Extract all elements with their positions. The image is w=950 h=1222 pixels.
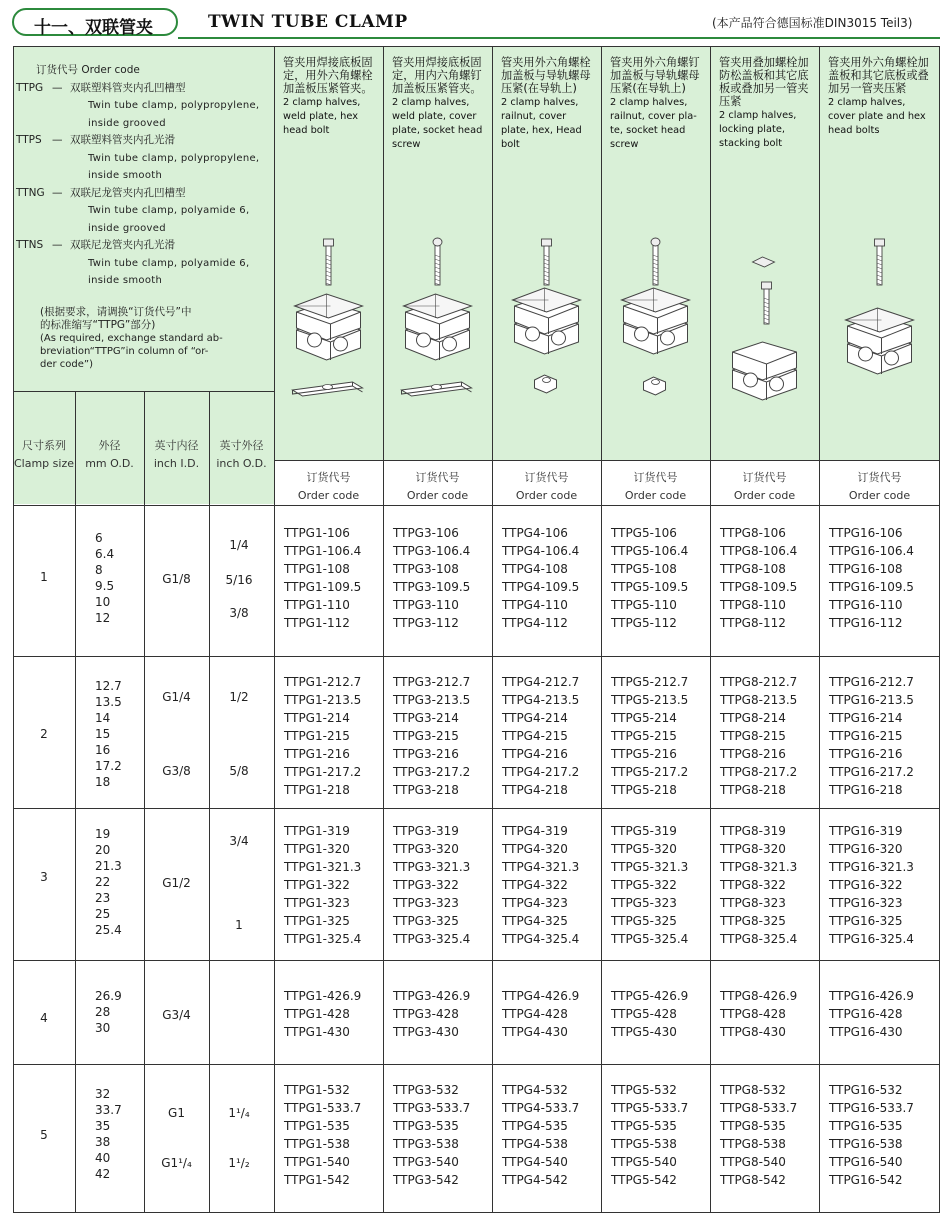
order-code-note xyxy=(40,306,265,371)
variant-desc-zh: 管夹用焊接底板固定，用内六角螺钉加盖板压紧管夹。 xyxy=(392,56,482,95)
clamp-stacking-bolt-icon xyxy=(710,0,819,460)
order-code-cell: TTPG16-319 TTPG16-320 TTPG16-321.3 TTPG16-322 TTPG16-323 TTPG16-325 TTPG16-325.4 xyxy=(829,824,914,946)
inch-od-value: 1 xyxy=(235,918,243,932)
order-code-cell: TTPG16-212.7 TTPG16-213.5 TTPG16-214 TTPG16-215 TTPG16-216 TTPG16-217.2 TTPG16-218 xyxy=(829,675,914,797)
order-code-cell: TTPG16-532 TTPG16-533.7 TTPG16-535 TTPG16-538 TTPG16-540 TTPG16-542 xyxy=(829,1083,914,1187)
inch-od-value: 1¹/₂ xyxy=(228,1156,250,1170)
variant-desc-en: 2 clamp halves, weld plate, hex head bolt xyxy=(283,97,361,136)
variant-desc-en: 2 clamp halves, railnut, cover plate, hex, Head bolt xyxy=(501,97,582,150)
order-code-cell: TTPG5-106 TTPG5-106.4 TTPG5-108 TTPG5-109.5 TTPG5-110 TTPG5-112 xyxy=(611,526,689,630)
order-code-header-en: Order code xyxy=(733,489,796,502)
note-en-line3: der code”) xyxy=(40,359,93,370)
grid-row-line xyxy=(13,656,940,657)
legend-en2: inside smooth xyxy=(88,170,163,181)
inch-id-value: G1¹/₄ xyxy=(161,1156,192,1170)
order-code-cell: TTPG1-212.7 TTPG1-213.5 TTPG1-214 TTPG1-215 TTPG1-216 TTPG1-217.2 TTPG1-218 xyxy=(284,675,362,797)
grid-row-line xyxy=(13,1212,940,1213)
legend-heading: 订货代号 Order code xyxy=(36,64,140,76)
grid-row-line xyxy=(13,808,940,809)
od-mm-header: 外径 mm O.D. xyxy=(85,439,134,470)
order-code-cell: TTPG8-212.7 TTPG8-213.5 TTPG8-214 TTPG8-215 TTPG8-216 TTPG8-217.2 TTPG8-218 xyxy=(720,675,798,797)
legend-code: TTNS xyxy=(16,239,44,251)
note-en-line2: breviation“TTPG”in column of “or- xyxy=(40,346,209,357)
inch-id-value: G1 xyxy=(168,1106,185,1120)
inch-id-value: G1/2 xyxy=(162,876,191,890)
order-code-cell: TTPG16-106 TTPG16-106.4 TTPG16-108 TTPG16-109.5 TTPG16-110 TTPG16-112 xyxy=(829,526,914,630)
order-code-header-en: Order code xyxy=(515,489,578,502)
inch-od-value: 5/16 xyxy=(225,573,253,587)
order-code-header-en: Order code xyxy=(297,489,360,502)
order-code-cell: TTPG3-426.9 TTPG3-428 TTPG3-430 xyxy=(393,989,471,1039)
order-code-legend xyxy=(16,62,271,290)
order-code-header-zh: 订货代号 xyxy=(633,471,678,484)
order-code-header-4 xyxy=(601,469,710,505)
legend-zh: 双联尼龙管夹内孔光滑 xyxy=(70,239,175,251)
legend-en1: Twin tube clamp, polyamide 6, xyxy=(88,257,250,269)
clamp-size-1: 1 xyxy=(40,570,48,584)
legend-en1: Twin tube clamp, polypropylene, xyxy=(88,152,260,164)
order-code-cell: TTPG4-319 TTPG4-320 TTPG4-321.3 TTPG4-322 TTPG4-323 TTPG4-325 TTPG4-325.4 xyxy=(502,824,580,946)
standard-note: (本产品符合德国标准DIN3015 Teil3) xyxy=(712,16,913,30)
legend-en1: Twin tube clamp, polypropylene, xyxy=(88,100,260,111)
clamp-railnut-hex-bolt-icon xyxy=(492,0,601,460)
page-title: TWIN TUBE CLAMP xyxy=(208,12,408,32)
variant-desc-zh: 管夹用叠加螺栓加防松盖板和其它底板或叠加另一管夹压紧 xyxy=(719,56,809,108)
clamp-weld-plate-socket-screw-icon xyxy=(383,0,492,460)
legend-item xyxy=(16,80,271,98)
od-mm-cell: 19 20 21.3 22 23 25 25.4 xyxy=(95,827,122,937)
order-code-header-en: Order code xyxy=(406,489,469,502)
grid-left-col-line xyxy=(75,391,76,1212)
inch-od-value: 1/4 xyxy=(229,538,249,552)
inch-id-value: G3/4 xyxy=(162,1008,191,1022)
legend-dash: — xyxy=(52,186,63,199)
order-code-cell: TTPG4-212.7 TTPG4-213.5 TTPG4-214 TTPG4-215 TTPG4-216 TTPG4-217.2 TTPG4-218 xyxy=(502,675,580,797)
grid-left xyxy=(13,46,14,1212)
variant-desc-zh: 管夹用外六角螺钉加盖板与导轨螺母压紧(在导轨上) xyxy=(610,56,700,95)
legend-code: TTNG xyxy=(16,186,45,199)
order-code-cell: TTPG8-532 TTPG8-533.7 TTPG8-535 TTPG8-538 TTPG8-540 TTPG8-542 xyxy=(720,1083,798,1187)
inch-od-header: 英寸外径 inch O.D. xyxy=(216,439,267,470)
order-code-cell: TTPG1-106 TTPG1-106.4 TTPG1-108 TTPG1-109.5 TTPG1-110 TTPG1-112 xyxy=(284,526,362,630)
order-code-cell: TTPG16-426.9 TTPG16-428 TTPG16-430 xyxy=(829,989,914,1039)
order-code-cell: TTPG3-106 TTPG3-106.4 TTPG3-108 TTPG3-109.5 TTPG3-110 TTPG3-112 xyxy=(393,526,471,630)
clamp-railnut-socket-screw-icon xyxy=(601,0,710,460)
legend-en2: inside smooth xyxy=(88,275,163,286)
variant-desc-zh: 管夹用外六角螺栓加盖板与导轨螺母压紧(在导轨上) xyxy=(501,56,591,95)
inch-od-value: 1/2 xyxy=(229,690,249,704)
order-code-cell: TTPG4-532 TTPG4-533.7 TTPG4-535 TTPG4-538 TTPG4-540 TTPG4-542 xyxy=(502,1083,580,1187)
legend-item xyxy=(16,185,271,203)
grid-row-line xyxy=(13,960,940,961)
od-mm-cell: 26.9 28 30 xyxy=(95,989,122,1035)
clamp-size-header: 尺寸系列 Clamp size xyxy=(13,439,74,470)
order-code-cell: TTPG4-426.9 TTPG4-428 TTPG4-430 xyxy=(502,989,580,1039)
legend-en2: inside grooved xyxy=(88,222,166,234)
inch-id-header: 英寸内径 inch I.D. xyxy=(153,439,200,470)
order-code-header-zh: 订货代号 xyxy=(857,471,902,484)
order-code-cell: TTPG1-426.9 TTPG1-428 TTPG1-430 xyxy=(284,989,362,1039)
order-code-header-1 xyxy=(274,469,383,505)
order-code-cell: TTPG5-319 TTPG5-320 TTPG5-321.3 TTPG5-322 TTPG5-323 TTPG5-325 TTPG5-325.4 xyxy=(611,824,689,946)
inch-od-value: 5/8 xyxy=(229,764,249,778)
variant-desc-zh: 管夹用外六角螺栓加盖板和其它底板或叠加另一管夹压紧 xyxy=(828,56,929,95)
inch-od-value: 1¹/₄ xyxy=(228,1106,250,1120)
section-title-badge xyxy=(12,8,178,36)
order-code-cell: TTPG1-319 TTPG1-320 TTPG1-321.3 TTPG1-322 TTPG1-323 TTPG1-325 TTPG1-325.4 xyxy=(284,824,362,946)
clamp-size-3: 3 xyxy=(40,870,48,884)
note-zh-line2: 的标准缩写“TTPG”部分) xyxy=(40,319,156,331)
legend-en1: Twin tube clamp, polyamide 6, xyxy=(88,205,250,216)
grid-variant-bottom xyxy=(274,460,940,461)
grid-row-line xyxy=(13,505,940,506)
clamp-size-2: 2 xyxy=(40,727,48,741)
order-code-cell: TTPG1-532 TTPG1-533.7 TTPG1-535 TTPG1-538 TTPG1-540 TTPG1-542 xyxy=(284,1083,362,1187)
legend-zh: 双联塑料管夹内孔凹槽型 xyxy=(70,81,186,94)
order-code-cell: TTPG8-319 TTPG8-320 TTPG8-321.3 TTPG8-322 TTPG8-323 TTPG8-325 TTPG8-325.4 xyxy=(720,824,798,946)
variant-desc-zh: 管夹用焊接底板固定，用外六角螺栓加盖板压紧管夹。 xyxy=(283,56,373,95)
order-code-header-zh: 订货代号 xyxy=(306,471,351,484)
order-code-header-zh: 订货代号 xyxy=(742,471,787,484)
note-en-line1: (As required, exchange standard ab- xyxy=(40,333,223,344)
order-code-cell: TTPG5-212.7 TTPG5-213.5 TTPG5-214 TTPG5-215 TTPG5-216 TTPG5-217.2 TTPG5-218 xyxy=(611,675,689,797)
variant-desc-en: 2 clamp halves, railnut, cover pla-te, socket head screw xyxy=(610,97,697,150)
clamp-weld-plate-hex-bolt-icon xyxy=(274,0,383,460)
legend-code: TTPG xyxy=(16,81,44,94)
order-code-header-6 xyxy=(819,469,940,505)
order-code-cell: TTPG5-426.9 TTPG5-428 TTPG5-430 xyxy=(611,989,689,1039)
order-code-header-5 xyxy=(710,469,819,505)
grid-left-col-line xyxy=(209,391,210,1212)
clamp-cover-plate-hex-bolts-icon xyxy=(819,0,940,460)
order-code-header-zh: 订货代号 xyxy=(524,471,569,484)
order-code-header-zh: 订货代号 xyxy=(415,471,460,484)
inch-id-value: G3/8 xyxy=(162,764,191,778)
order-code-cell: TTPG8-426.9 TTPG8-428 TTPG8-430 xyxy=(720,989,798,1039)
section-title: 十一、双联管夹 xyxy=(34,18,153,38)
legend-item xyxy=(16,237,271,255)
inch-id-value: G1/4 xyxy=(162,690,191,704)
order-code-cell: TTPG3-532 TTPG3-533.7 TTPG3-535 TTPG3-538 TTPG3-540 TTPG3-542 xyxy=(393,1083,471,1187)
order-code-header-en: Order code xyxy=(848,489,911,502)
inch-id-value: G1/8 xyxy=(162,572,191,586)
clamp-size-5: 5 xyxy=(40,1128,48,1142)
variant-desc-en: 2 clamp halves, cover plate and hex head bolts xyxy=(828,97,926,136)
order-code-cell: TTPG4-106 TTPG4-106.4 TTPG4-108 TTPG4-109.5 TTPG4-110 TTPG4-112 xyxy=(502,526,580,630)
legend-en2: inside grooved xyxy=(88,117,166,129)
legend-dash: — xyxy=(52,134,63,146)
order-code-cell: TTPG3-212.7 TTPG3-213.5 TTPG3-214 TTPG3-215 TTPG3-216 TTPG3-217.2 TTPG3-218 xyxy=(393,675,471,797)
legend-code: TTPS xyxy=(16,134,42,146)
inch-od-value: 3/8 xyxy=(229,606,249,620)
legend-dash: — xyxy=(52,81,63,94)
variant-desc-en: 2 clamp halves, weld plate, cover plate, socket head screw xyxy=(392,97,483,150)
clamp-size-4: 4 xyxy=(40,1011,48,1025)
od-mm-cell: 32 33.7 35 38 40 42 xyxy=(95,1087,122,1181)
note-zh-line1: (根据要求，请调换“订货代号”中 xyxy=(40,306,192,318)
order-code-header-3 xyxy=(492,469,601,505)
grid-left-col-line xyxy=(144,391,145,1212)
order-code-header-en: Order code xyxy=(624,489,687,502)
variant-desc-en: 2 clamp halves, locking plate, stacking bolt xyxy=(719,110,797,149)
grid-row-line xyxy=(13,1064,940,1065)
inch-od-value: 3/4 xyxy=(229,834,249,848)
order-code-cell: TTPG3-319 TTPG3-320 TTPG3-321.3 TTPG3-322 TTPG3-323 TTPG3-325 TTPG3-325.4 xyxy=(393,824,471,946)
order-code-header-2 xyxy=(383,469,492,505)
od-mm-cell: 6 6.4 8 9.5 10 12 xyxy=(95,531,115,625)
od-mm-cell: 12.7 13.5 14 15 16 17.2 18 xyxy=(95,679,122,789)
order-code-cell: TTPG5-532 TTPG5-533.7 TTPG5-535 TTPG5-538 TTPG5-540 TTPG5-542 xyxy=(611,1083,689,1187)
legend-zh: 双联尼龙管夹内孔凹槽型 xyxy=(70,186,186,199)
legend-dash: — xyxy=(52,239,63,251)
order-code-cell: TTPG8-106 TTPG8-106.4 TTPG8-108 TTPG8-109.5 TTPG8-110 TTPG8-112 xyxy=(720,526,798,630)
legend-item xyxy=(16,132,271,150)
legend-zh: 双联塑料管夹内孔光滑 xyxy=(70,134,175,146)
